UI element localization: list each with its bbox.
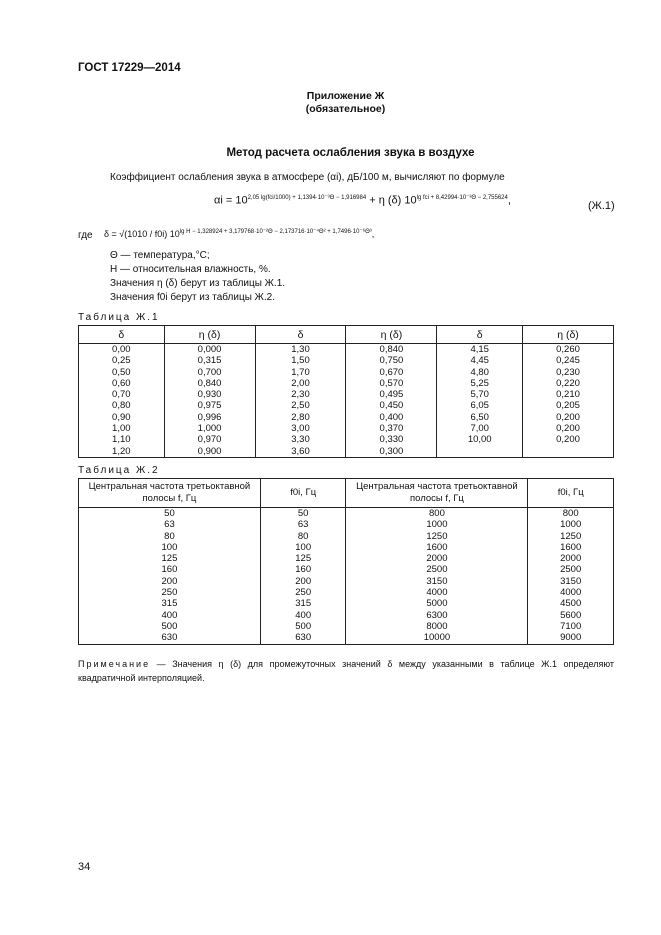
table-cell: 1250 <box>528 531 614 542</box>
table-eta-delta <box>78 325 614 458</box>
table-row <box>79 610 614 621</box>
table-note <box>78 657 614 685</box>
table-cell: 2500 <box>346 564 528 575</box>
table-row <box>79 378 614 389</box>
table-cell: 0,670 <box>346 367 437 378</box>
t1-header-delta: δ <box>255 326 346 344</box>
table-cell: 0,260 <box>523 344 614 356</box>
table-center-frequency <box>78 478 614 645</box>
t2-header-f0i: f0i, Гц <box>260 479 346 508</box>
table-cell: 0,205 <box>523 400 614 411</box>
table-row <box>79 412 614 423</box>
table-cell: 250 <box>79 587 261 598</box>
table-cell: 4500 <box>528 598 614 609</box>
table-cell: 0,200 <box>523 423 614 434</box>
table-cell: 4000 <box>346 587 528 598</box>
formula-exponent-2: lg fci + 8,42994·10⁻³Θ − 2,755624 <box>416 195 508 201</box>
table-cell: 0,495 <box>346 389 437 400</box>
table-cell: 0,230 <box>523 367 614 378</box>
table-cell: 200 <box>79 576 261 587</box>
table-cell: 0,900 <box>164 446 255 458</box>
table-row <box>79 519 614 530</box>
table-cell: 0,245 <box>523 355 614 366</box>
table-cell: 500 <box>79 621 261 632</box>
table-cell: 315 <box>260 598 346 609</box>
table-cell: 0,570 <box>346 378 437 389</box>
table-cell: 10,00 <box>437 434 523 445</box>
table-cell: 8000 <box>346 621 528 632</box>
note-text: — Значения η (δ) для промежуточных значений δ между указанными в таблице Ж.1 определяют квадратичной интерполяцией. <box>78 659 614 683</box>
table-row <box>79 621 614 632</box>
table-cell: 125 <box>79 553 261 564</box>
table-cell: 1,20 <box>79 446 165 458</box>
table2-caption: Таблица Ж.2 <box>78 465 160 476</box>
table-cell: 200 <box>260 576 346 587</box>
table1-caption: Таблица Ж.1 <box>78 312 160 323</box>
table-cell: 7100 <box>528 621 614 632</box>
equation-number: (Ж.1) <box>588 200 615 212</box>
page-number: 34 <box>78 861 91 873</box>
table-row <box>79 434 614 445</box>
table-cell: 100 <box>79 542 261 553</box>
table-cell: 0,315 <box>164 355 255 366</box>
table-cell: 0,80 <box>79 400 165 411</box>
annex-title: Приложение Ж <box>306 90 385 102</box>
table-cell: 0,25 <box>79 355 165 366</box>
table-cell: 63 <box>260 519 346 530</box>
table-cell: 0,200 <box>523 434 614 445</box>
table-cell: 160 <box>260 564 346 575</box>
table-cell: 0,00 <box>79 344 165 356</box>
table-cell: 80 <box>79 531 261 542</box>
table-cell: 6,50 <box>437 412 523 423</box>
table-cell: 400 <box>260 610 346 621</box>
table-cell: 2500 <box>528 564 614 575</box>
table-cell: 0,000 <box>164 344 255 356</box>
table-cell: 2000 <box>528 553 614 564</box>
table-cell: 1,50 <box>255 355 346 366</box>
table-row <box>79 531 614 542</box>
table-cell: 400 <box>79 610 261 621</box>
table-row <box>79 632 614 644</box>
table-cell <box>523 446 614 458</box>
table-cell: 5600 <box>528 610 614 621</box>
table-cell: 63 <box>79 519 261 530</box>
table-cell: 1000 <box>346 519 528 530</box>
table-cell: 6300 <box>346 610 528 621</box>
t1-header-delta: δ <box>79 326 165 344</box>
table-cell <box>437 446 523 458</box>
table-row <box>79 564 614 575</box>
formula-exponent: 2,05 lg(fci/1000) + 1,1394·10⁻³Θ − 1,916984 <box>247 195 367 201</box>
table-row <box>79 553 614 564</box>
t1-header-eta: η (δ) <box>346 326 437 344</box>
table-cell: 0,220 <box>523 378 614 389</box>
table-row <box>79 576 614 587</box>
table-cell: 4,80 <box>437 367 523 378</box>
table-row <box>79 423 614 434</box>
table-cell: 4,45 <box>437 355 523 366</box>
table2-header-row <box>79 479 614 508</box>
delta-formula <box>104 228 374 239</box>
table-cell: 1,30 <box>255 344 346 356</box>
table-cell: 50 <box>79 508 261 520</box>
table-cell: 3,00 <box>255 423 346 434</box>
table-cell: 2,80 <box>255 412 346 423</box>
table-cell: 1,70 <box>255 367 346 378</box>
table-cell: 3,60 <box>255 446 346 458</box>
table-row <box>79 400 614 411</box>
definition-f0i-source: Значения f0i берут из таблицы Ж.2. <box>110 292 276 303</box>
t1-header-eta: η (δ) <box>164 326 255 344</box>
formula-middle: + η (δ) 10 <box>366 194 417 207</box>
table-cell: 0,700 <box>164 367 255 378</box>
t1-header-eta: η (δ) <box>523 326 614 344</box>
formula-tail: , <box>507 194 511 207</box>
table-row <box>79 344 614 356</box>
table-cell: 315 <box>79 598 261 609</box>
table-cell: 3150 <box>528 576 614 587</box>
intro-paragraph: Коэффициент ослабления звука в атмосфере (αi), дБ/100 м, вычисляют по формуле <box>110 172 505 183</box>
table-cell: 250 <box>260 587 346 598</box>
table-cell: 10000 <box>346 632 528 644</box>
table-cell: 2000 <box>346 553 528 564</box>
table-cell: 7,00 <box>437 423 523 434</box>
table-cell: 50 <box>260 508 346 520</box>
table-cell: 0,70 <box>79 389 165 400</box>
t2-header-frequency: Центральная частота третьоктавной полосы f, Гц <box>346 479 528 508</box>
table-row <box>79 542 614 553</box>
table-cell: 1,10 <box>79 434 165 445</box>
table-cell: 5,70 <box>437 389 523 400</box>
definition-theta: Θ — температура,°С; <box>110 250 210 261</box>
table-cell: 160 <box>79 564 261 575</box>
where-label: где <box>78 230 93 241</box>
table-cell: 0,300 <box>346 446 437 458</box>
table-cell: 630 <box>79 632 261 644</box>
table-cell: 1600 <box>528 542 614 553</box>
table1-body <box>79 344 614 458</box>
table-cell: 0,996 <box>164 412 255 423</box>
table-cell: 0,330 <box>346 434 437 445</box>
table-cell: 5,25 <box>437 378 523 389</box>
table-cell: 1000 <box>528 519 614 530</box>
table-cell: 630 <box>260 632 346 644</box>
table-cell: 0,210 <box>523 389 614 400</box>
table1-header-row <box>79 326 614 344</box>
table-cell: 1,00 <box>79 423 165 434</box>
delta-formula-tail: , <box>371 229 375 239</box>
table-cell: 0,50 <box>79 367 165 378</box>
table-cell: 2,30 <box>255 389 346 400</box>
table-cell: 1,000 <box>164 423 255 434</box>
table-cell: 0,970 <box>164 434 255 445</box>
table-row <box>79 446 614 458</box>
t2-header-frequency: Центральная частота третьоктавной полосы f, Гц <box>79 479 261 508</box>
table-cell: 0,450 <box>346 400 437 411</box>
table-cell: 3,30 <box>255 434 346 445</box>
table-cell: 0,60 <box>79 378 165 389</box>
table-row <box>79 355 614 366</box>
table-cell: 1250 <box>346 531 528 542</box>
table-row <box>79 367 614 378</box>
table-cell: 800 <box>346 508 528 520</box>
table-cell: 0,370 <box>346 423 437 434</box>
document-header: ГОСТ 17229—2014 <box>78 62 181 74</box>
table-cell: 125 <box>260 553 346 564</box>
section-title: Метод расчета ослабления звука в воздухе <box>226 147 475 159</box>
table-cell: 0,90 <box>79 412 165 423</box>
definition-humidity: H — относительная влажность, %. <box>110 264 271 275</box>
table-cell: 5000 <box>346 598 528 609</box>
annex-status: (обязательное) <box>305 103 386 115</box>
attenuation-formula <box>214 194 511 207</box>
table-cell: 2,50 <box>255 400 346 411</box>
t1-header-delta: δ <box>437 326 523 344</box>
table-row <box>79 389 614 400</box>
table-cell: 0,975 <box>164 400 255 411</box>
table-cell: 800 <box>528 508 614 520</box>
table-cell: 4,15 <box>437 344 523 356</box>
table-cell: 0,930 <box>164 389 255 400</box>
table2-body <box>79 508 614 645</box>
table-cell: 0,840 <box>164 378 255 389</box>
note-label: Примечание <box>78 659 151 669</box>
definition-eta-source: Значения η (δ) берут из таблицы Ж.1. <box>110 278 286 289</box>
delta-formula-lhs: δ = √(1010 / f0i) 10 <box>104 229 180 239</box>
table-cell: 100 <box>260 542 346 553</box>
table-row <box>79 508 614 520</box>
table-cell: 6,05 <box>437 400 523 411</box>
table-cell: 0,840 <box>346 344 437 356</box>
table-row <box>79 598 614 609</box>
table-cell: 500 <box>260 621 346 632</box>
formula-lhs: αi = 10 <box>214 194 248 207</box>
delta-formula-exponent: lg H − 1,328924 + 3,179768·10⁻²Θ − 2,173716·10⁻⁴Θ² + 1,7496·10⁻⁶Θ³ <box>179 229 372 235</box>
table-cell: 0,200 <box>523 412 614 423</box>
table-cell: 2,00 <box>255 378 346 389</box>
table-cell: 9000 <box>528 632 614 644</box>
t2-header-f0i: f0i, Гц <box>528 479 614 508</box>
table-cell: 4000 <box>528 587 614 598</box>
table-cell: 80 <box>260 531 346 542</box>
table-cell: 3150 <box>346 576 528 587</box>
table-cell: 0,400 <box>346 412 437 423</box>
table-cell: 1600 <box>346 542 528 553</box>
table-row <box>79 587 614 598</box>
table-cell: 0,750 <box>346 355 437 366</box>
annex-heading <box>0 90 661 116</box>
